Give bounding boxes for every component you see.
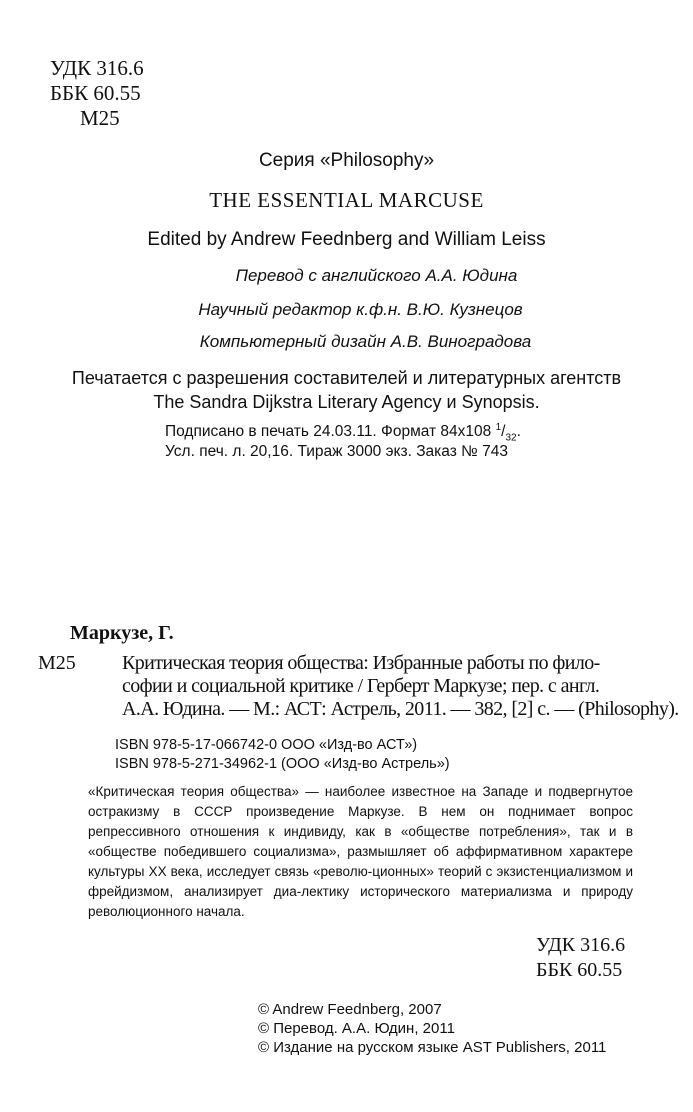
edited-by: Edited by Andrew Feednberg and William Leiss	[147, 229, 546, 250]
bib-line-3: А.А. Юдина. — М.: АСТ: Астрель, 2011. — 382, [2] с. — (Philosophy).	[122, 698, 679, 720]
imprint-suffix: .	[516, 423, 521, 441]
designer-credit: Компьютерный дизайн А.В. Виноградова	[199, 332, 532, 351]
format-denominator: 32	[505, 432, 517, 444]
editor-credit: Научный редактор к.ф.н. В.Ю. Кузнецов	[198, 300, 523, 319]
copyright-original: © Andrew Feednberg, 2007	[258, 1001, 442, 1018]
copyright-translation: © Перевод. А.А. Юдин, 2011	[258, 1020, 455, 1037]
imprint-signed: Подписано в печать 24.03.11. Формат 84x108	[165, 423, 496, 441]
permission-line-1: Печатается с разрешения составителей и литературных агентств	[71, 368, 622, 388]
annotation-text: «Критическая теория общества» — наиболее известное на Западе и подвергнутое остракизму в СССР произведение Маркузе. В нем он поднимает вопрос репрессивного отношения к индивиду, как в «обществе потребления», так и в «обществе победившего социализма», размышляет об аффирмативном характере культуры XX века, исследует связь «револю-ционных» теорий с экзистенциализмом и фрейдизмом, анализирует диа-лектику исторического материализма и природу революционного начала.	[88, 784, 633, 919]
permission-line-2: The Sandra Dijkstra Literary Agency и Synopsis.	[153, 392, 540, 412]
bbk-bottom: ББК 60.55	[536, 959, 623, 981]
isbn-astrel: ISBN 978-5-271-34962-1 (ООО «Изд-во Астрель»)	[115, 756, 450, 772]
bbk-top: ББК 60.55	[50, 81, 141, 105]
udk-top: УДК 316.6	[50, 56, 144, 80]
bib-author: Маркузе, Г.	[70, 622, 174, 644]
series-label: Серия «Philosophy»	[258, 150, 435, 171]
bib-line-1: Критическая теория общества: Избранные работы по фило-	[122, 652, 600, 674]
bib-line-2: софии и социальной критике / Герберт Маркузе; пер. с англ.	[122, 675, 600, 697]
imprint-line-1: Подписано в печать 24.03.11. Формат 84x108 $^1/_{32}$.	[165, 422, 521, 444]
annotation-block	[88, 782, 633, 922]
imprint-line-2: Усл. печ. л. 20,16. Тираж 3000 экз. Заказ № 743	[165, 443, 508, 460]
udk-bottom: УДК 316.6	[536, 934, 626, 956]
author-mark-top: М25	[80, 106, 120, 130]
book-title: THE ESSENTIAL MARCUSE	[209, 188, 484, 212]
copyright-edition: © Издание на русском языке AST Publishers, 2011	[258, 1039, 607, 1056]
format-numerator: 1	[495, 422, 502, 433]
bib-code: М25	[38, 652, 76, 674]
isbn-ast: ISBN 978-5-17-066742-0 ООО «Изд-во АСТ»)	[115, 737, 418, 753]
translator-credit: Перевод с английского А.А. Юдина	[235, 266, 518, 285]
